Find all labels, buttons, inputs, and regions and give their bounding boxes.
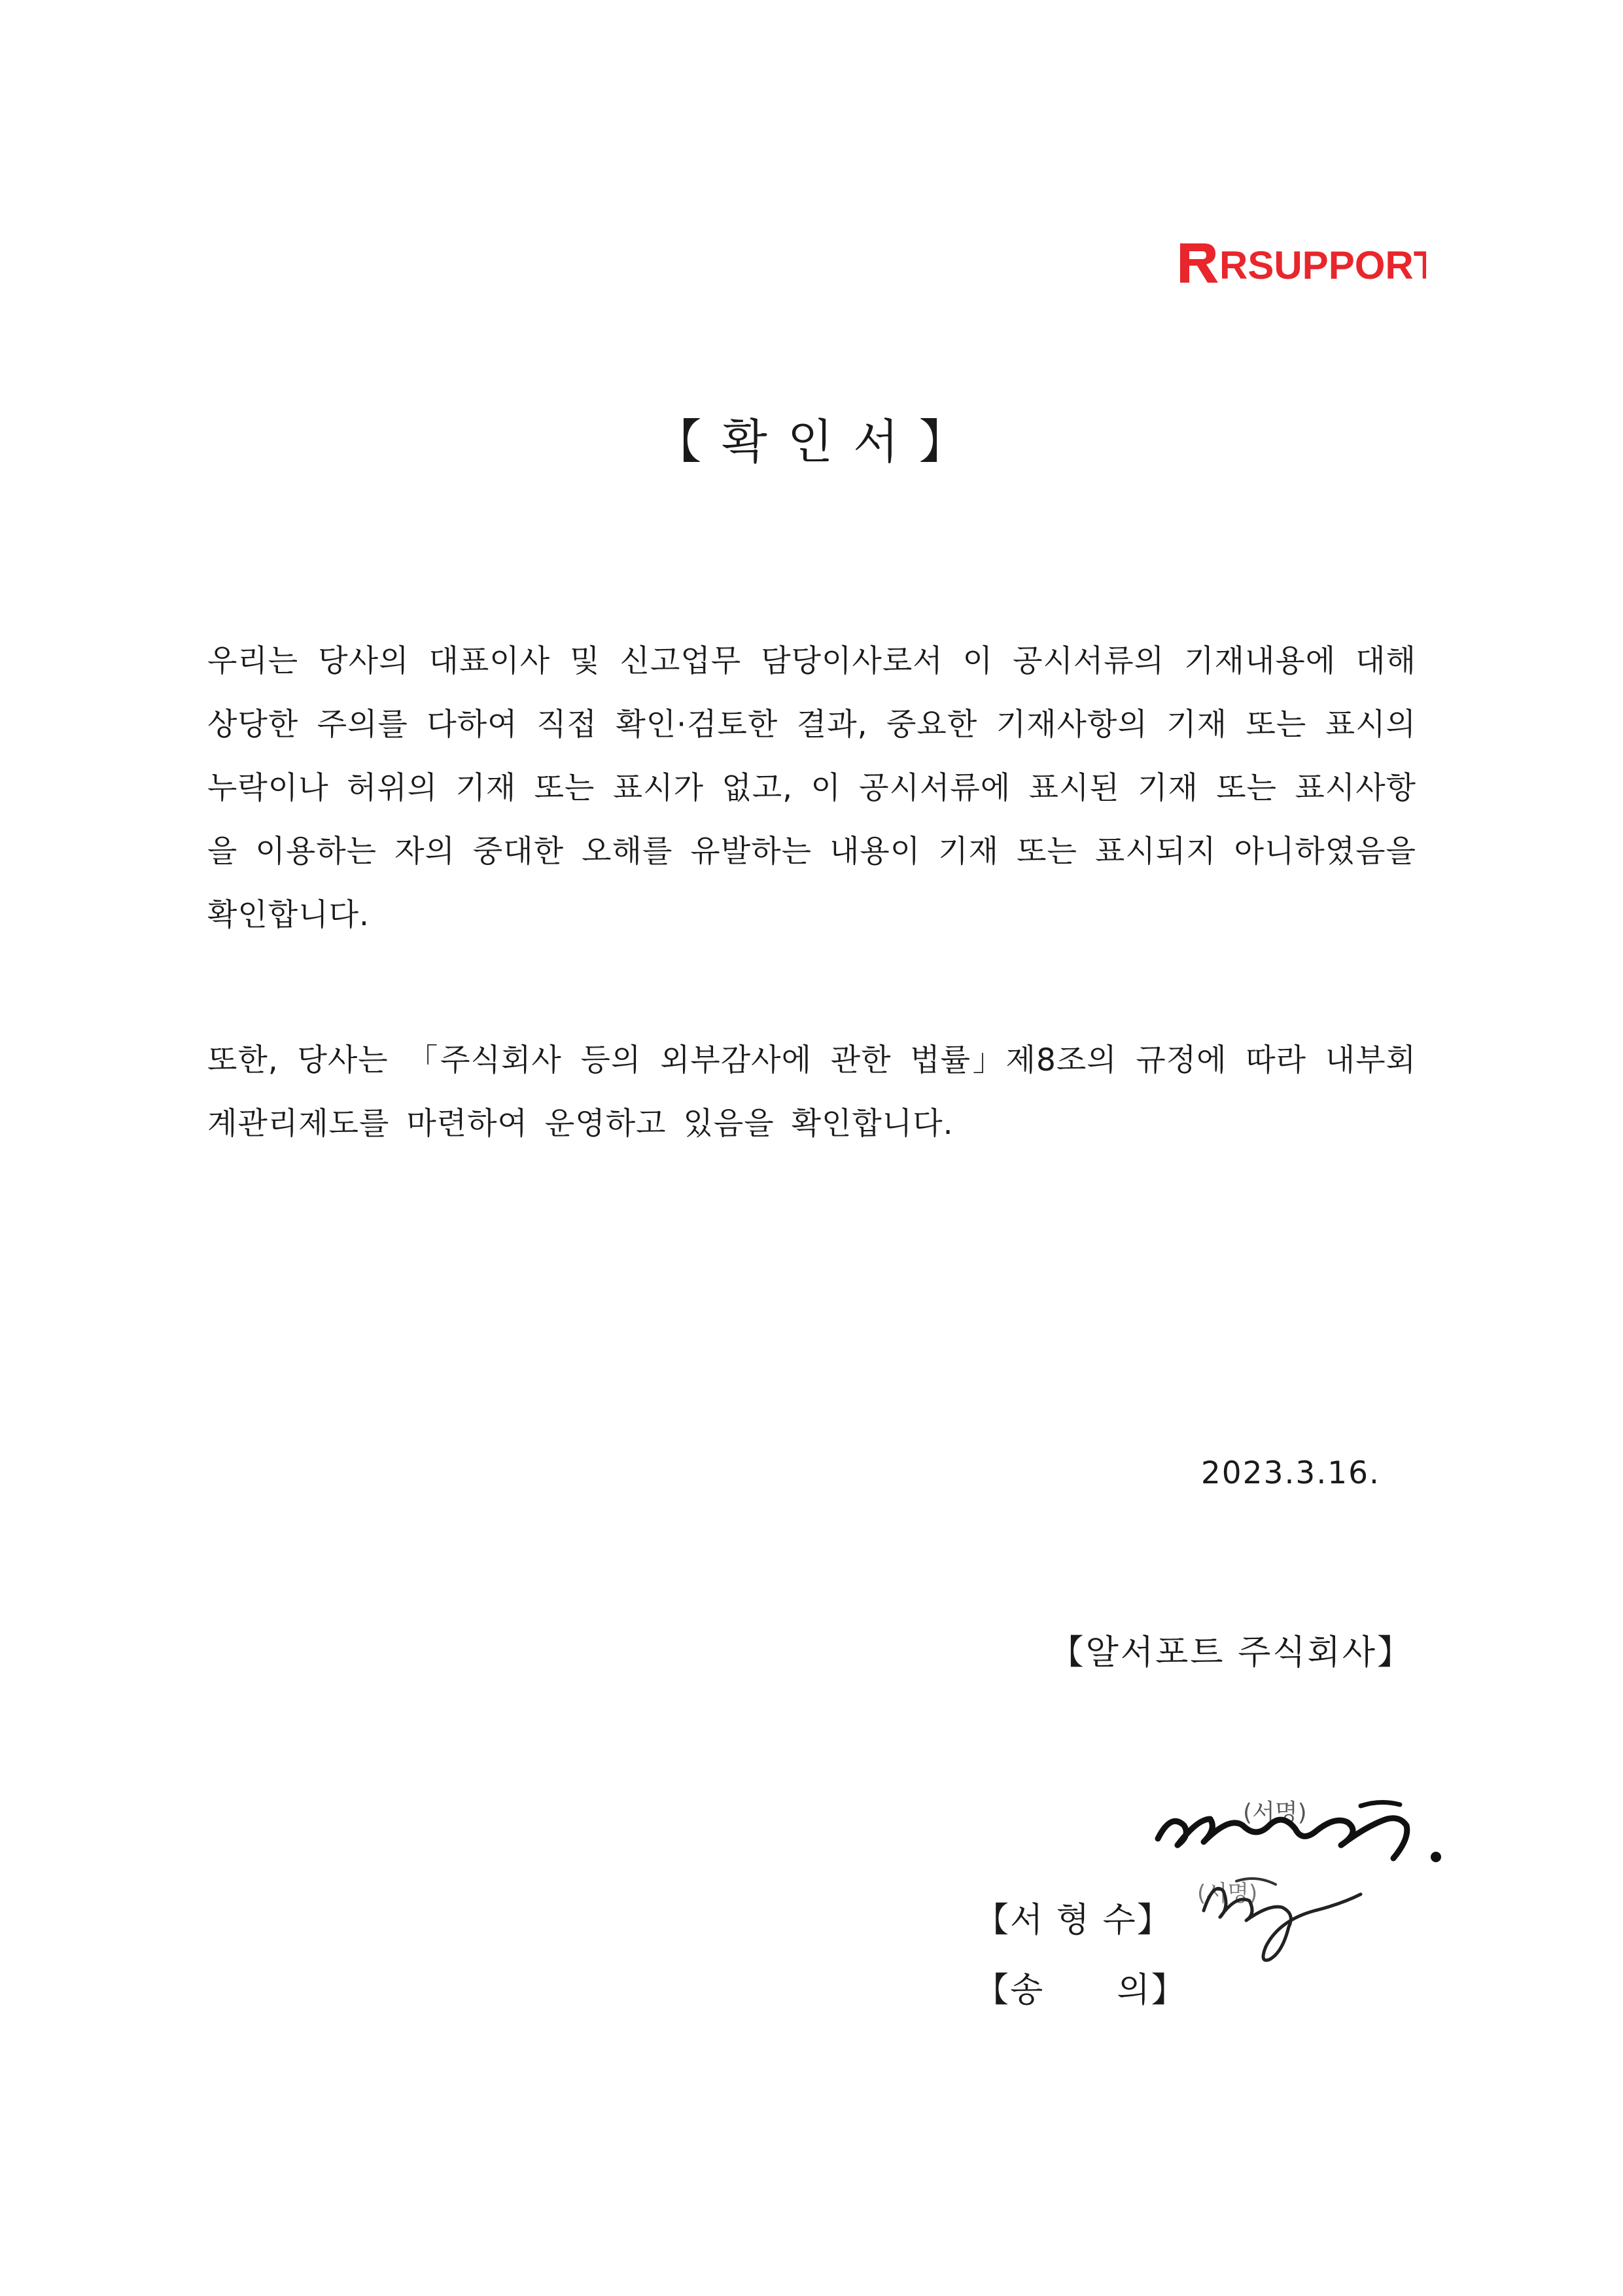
signatory-name: 【송 의】 [975, 1971, 1187, 2010]
signatory-ceo [0, 1806, 1172, 1940]
confirmation-paragraph: 우리는 당사의 대표이사 및 신고업무 담당이사로서 이 공시서류의 기재내용에 대해 상당한 주의를 다하여 직접 확인·검토한 결과, 중요한 기재사항의 기재 또는 표시의 누락이나 허위의 기재 또는 표시가 없고, 이 공시서류에 표시된 기재 또는 표시사항을 이용하는 자의 중대한 오해를 유발하는 내용이 기재 또는 표시되지 아니하였음을 확인합니다. [207, 643, 1416, 933]
document-date: 2023.3.16. [1200, 1455, 1380, 1491]
company-logo [1178, 242, 1426, 284]
rsupport-logo-icon [1178, 242, 1426, 284]
signatory-name: 【서 형 수】 [975, 1901, 1172, 1940]
logo-text: RSUPPORT [1219, 243, 1426, 284]
signature-label: (서명) [1197, 1881, 1258, 1907]
officer-signature [1184, 1855, 1380, 1973]
internal-control-paragraph: 또한, 당사는 「주식회사 등의 외부감사에 관한 법률」제8조의 규정에 따라 내부회계관리제도를 마련하여 운영하고 있음을 확인합니다. [207, 1042, 1416, 1142]
document-title: 【 확 인 서 】 [654, 414, 969, 469]
company-name: 【알서포트 주식회사】 [1049, 1633, 1413, 1672]
signature-label: (서명) [1243, 1799, 1307, 1826]
